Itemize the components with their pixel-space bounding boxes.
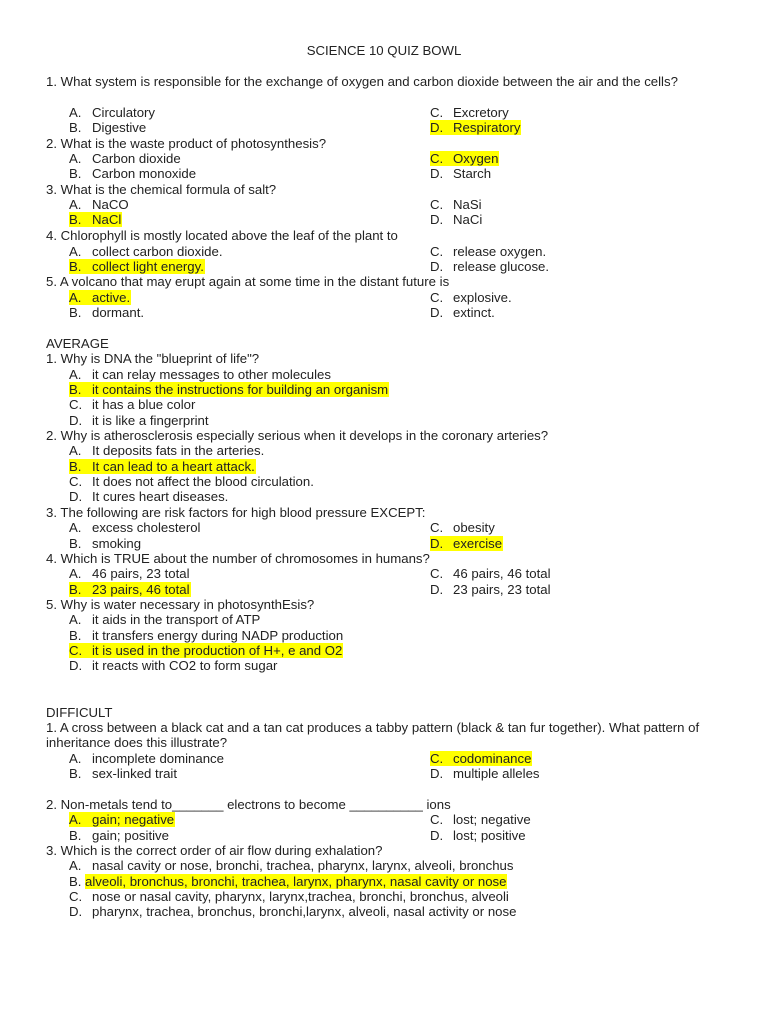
option-easy-2-d: D. Starch: [430, 166, 492, 181]
option-easy-5-b: B. dormant.: [69, 305, 145, 320]
option-average-4-b-answer: B. 23 pairs, 46 total: [69, 582, 190, 597]
option-difficult-1-b: B. sex-linked trait: [69, 766, 178, 781]
option-difficult-2-d: D. lost; positive: [430, 828, 526, 843]
option-average-5-d: D. it reacts with CO2 to form sugar: [69, 658, 278, 673]
option-easy-5-a-answer: A. active.: [69, 290, 131, 305]
option-difficult-1-d: D. multiple alleles: [430, 766, 540, 781]
option-average-2-c: C. It does not affect the blood circulation.: [69, 474, 314, 489]
option-average-2-a: A. It deposits fats in the arteries.: [69, 443, 265, 458]
option-average-3-b: B. smoking: [69, 536, 142, 551]
option-easy-3-d: D. NaCi: [430, 212, 483, 227]
section-heading-difficult: DIFFICULT: [46, 705, 113, 720]
option-easy-2-b: B. Carbon monoxide: [69, 166, 197, 181]
option-difficult-3-a: A. nasal cavity or nose, bronchi, trachea, pharynx, larynx, alveoli, bronchus: [69, 858, 514, 873]
question-difficult-3: 3. Which is the correct order of air flow during exhalation?: [46, 843, 383, 858]
question-easy-3: 3. What is the chemical formula of salt?: [46, 182, 277, 197]
question-average-5: 5. Why is water necessary in photosynthEsis?: [46, 597, 315, 612]
option-average-5-c-answer: C. it is used in the production of H+, e and O2: [69, 643, 343, 658]
option-difficult-3-b-answer: B. alveoli, bronchus, bronchi, trachea, larynx, pharynx, nasal cavity or nose: [69, 874, 507, 889]
option-easy-4-d: D. release glucose.: [430, 259, 550, 274]
option-easy-4-a: A. collect carbon dioxide.: [69, 244, 223, 259]
option-average-3-d-answer: D. exercise: [430, 536, 503, 551]
option-average-4-d: D. 23 pairs, 23 total: [430, 582, 551, 597]
question-average-1: 1. Why is DNA the "blueprint of life"?: [46, 351, 260, 366]
option-difficult-2-b: B. gain; positive: [69, 828, 169, 843]
question-easy-5: 5. A volcano that may erupt again at some time in the distant future is: [46, 274, 450, 289]
option-easy-3-c: C. NaSi: [430, 197, 482, 212]
option-easy-1-a: A. Circulatory: [69, 105, 156, 120]
question-easy-4: 4. Chlorophyll is mostly located above the leaf of the plant to: [46, 228, 398, 243]
question-difficult-2: 2. Non-metals tend to_______ electrons to become __________ ions: [46, 797, 451, 812]
option-average-3-a: A. excess cholesterol: [69, 520, 201, 535]
option-difficult-2-c: C. lost; negative: [430, 812, 531, 827]
option-easy-2-a: A. Carbon dioxide: [69, 151, 181, 166]
option-average-1-c: C. it has a blue color: [69, 397, 196, 412]
option-difficult-1-c-answer: C. codominance: [430, 751, 532, 766]
option-difficult-3-c: C. nose or nasal cavity, pharynx, larynx,trachea, bronchi, bronchus, alveoli: [69, 889, 509, 904]
option-difficult-1-a: A. incomplete dominance: [69, 751, 224, 766]
option-easy-2-c-answer: C. Oxygen: [430, 151, 499, 166]
option-easy-1-c: C. Excretory: [430, 105, 509, 120]
question-difficult-1: 1. A cross between a black cat and a tan cat produces a tabby pattern (black & tan fur together). What pattern of inheritance does this illustrate?: [46, 720, 700, 751]
option-easy-3-b-answer: B. NaCl: [69, 212, 122, 227]
option-average-1-b-answer: B. it contains the instructions for building an organism: [69, 382, 389, 397]
option-average-1-d: D. it is like a fingerprint: [69, 413, 209, 428]
option-average-5-a: A. it aids in the transport of ATP: [69, 612, 261, 627]
question-average-3: 3. The following are risk factors for high blood pressure EXCEPT:: [46, 505, 426, 520]
section-heading-average: AVERAGE: [46, 336, 109, 351]
question-average-4: 4. Which is TRUE about the number of chromosomes in humans?: [46, 551, 430, 566]
option-easy-1-b: B. Digestive: [69, 120, 147, 135]
option-average-4-c: C. 46 pairs, 46 total: [430, 566, 551, 581]
option-average-4-a: A. 46 pairs, 23 total: [69, 566, 190, 581]
option-average-2-b-answer: B. It can lead to a heart attack.: [69, 459, 255, 474]
document-title: SCIENCE 10 QUIZ BOWL: [306, 43, 462, 58]
option-easy-5-c: C. explosive.: [430, 290, 512, 305]
question-easy-2: 2. What is the waste product of photosynthesis?: [46, 136, 327, 151]
option-difficult-3-d: D. pharynx, trachea, bronchus, bronchi,larynx, alveoli, nasal activity or nose: [69, 904, 517, 919]
question-easy-1: 1. What system is responsible for the exchange of oxygen and carbon dioxide between the air and the cells?: [46, 74, 678, 89]
option-average-5-b: B. it transfers energy during NADP production: [69, 628, 344, 643]
option-easy-5-d: D. extinct.: [430, 305, 495, 320]
option-easy-1-d-answer: D. Respiratory: [430, 120, 521, 135]
option-average-3-c: C. obesity: [430, 520, 495, 535]
option-average-1-a: A. it can relay messages to other molecules: [69, 367, 331, 382]
option-average-2-d: D. It cures heart diseases.: [69, 489, 229, 504]
option-easy-3-a: A. NaCO: [69, 197, 129, 212]
option-easy-4-b-answer: B. collect light energy.: [69, 259, 204, 274]
question-average-2: 2. Why is atherosclerosis especially serious when it develops in the coronary arteries?: [46, 428, 549, 443]
option-difficult-2-a-answer: A. gain; negative: [69, 812, 175, 827]
option-easy-4-c: C. release oxygen.: [430, 244, 547, 259]
